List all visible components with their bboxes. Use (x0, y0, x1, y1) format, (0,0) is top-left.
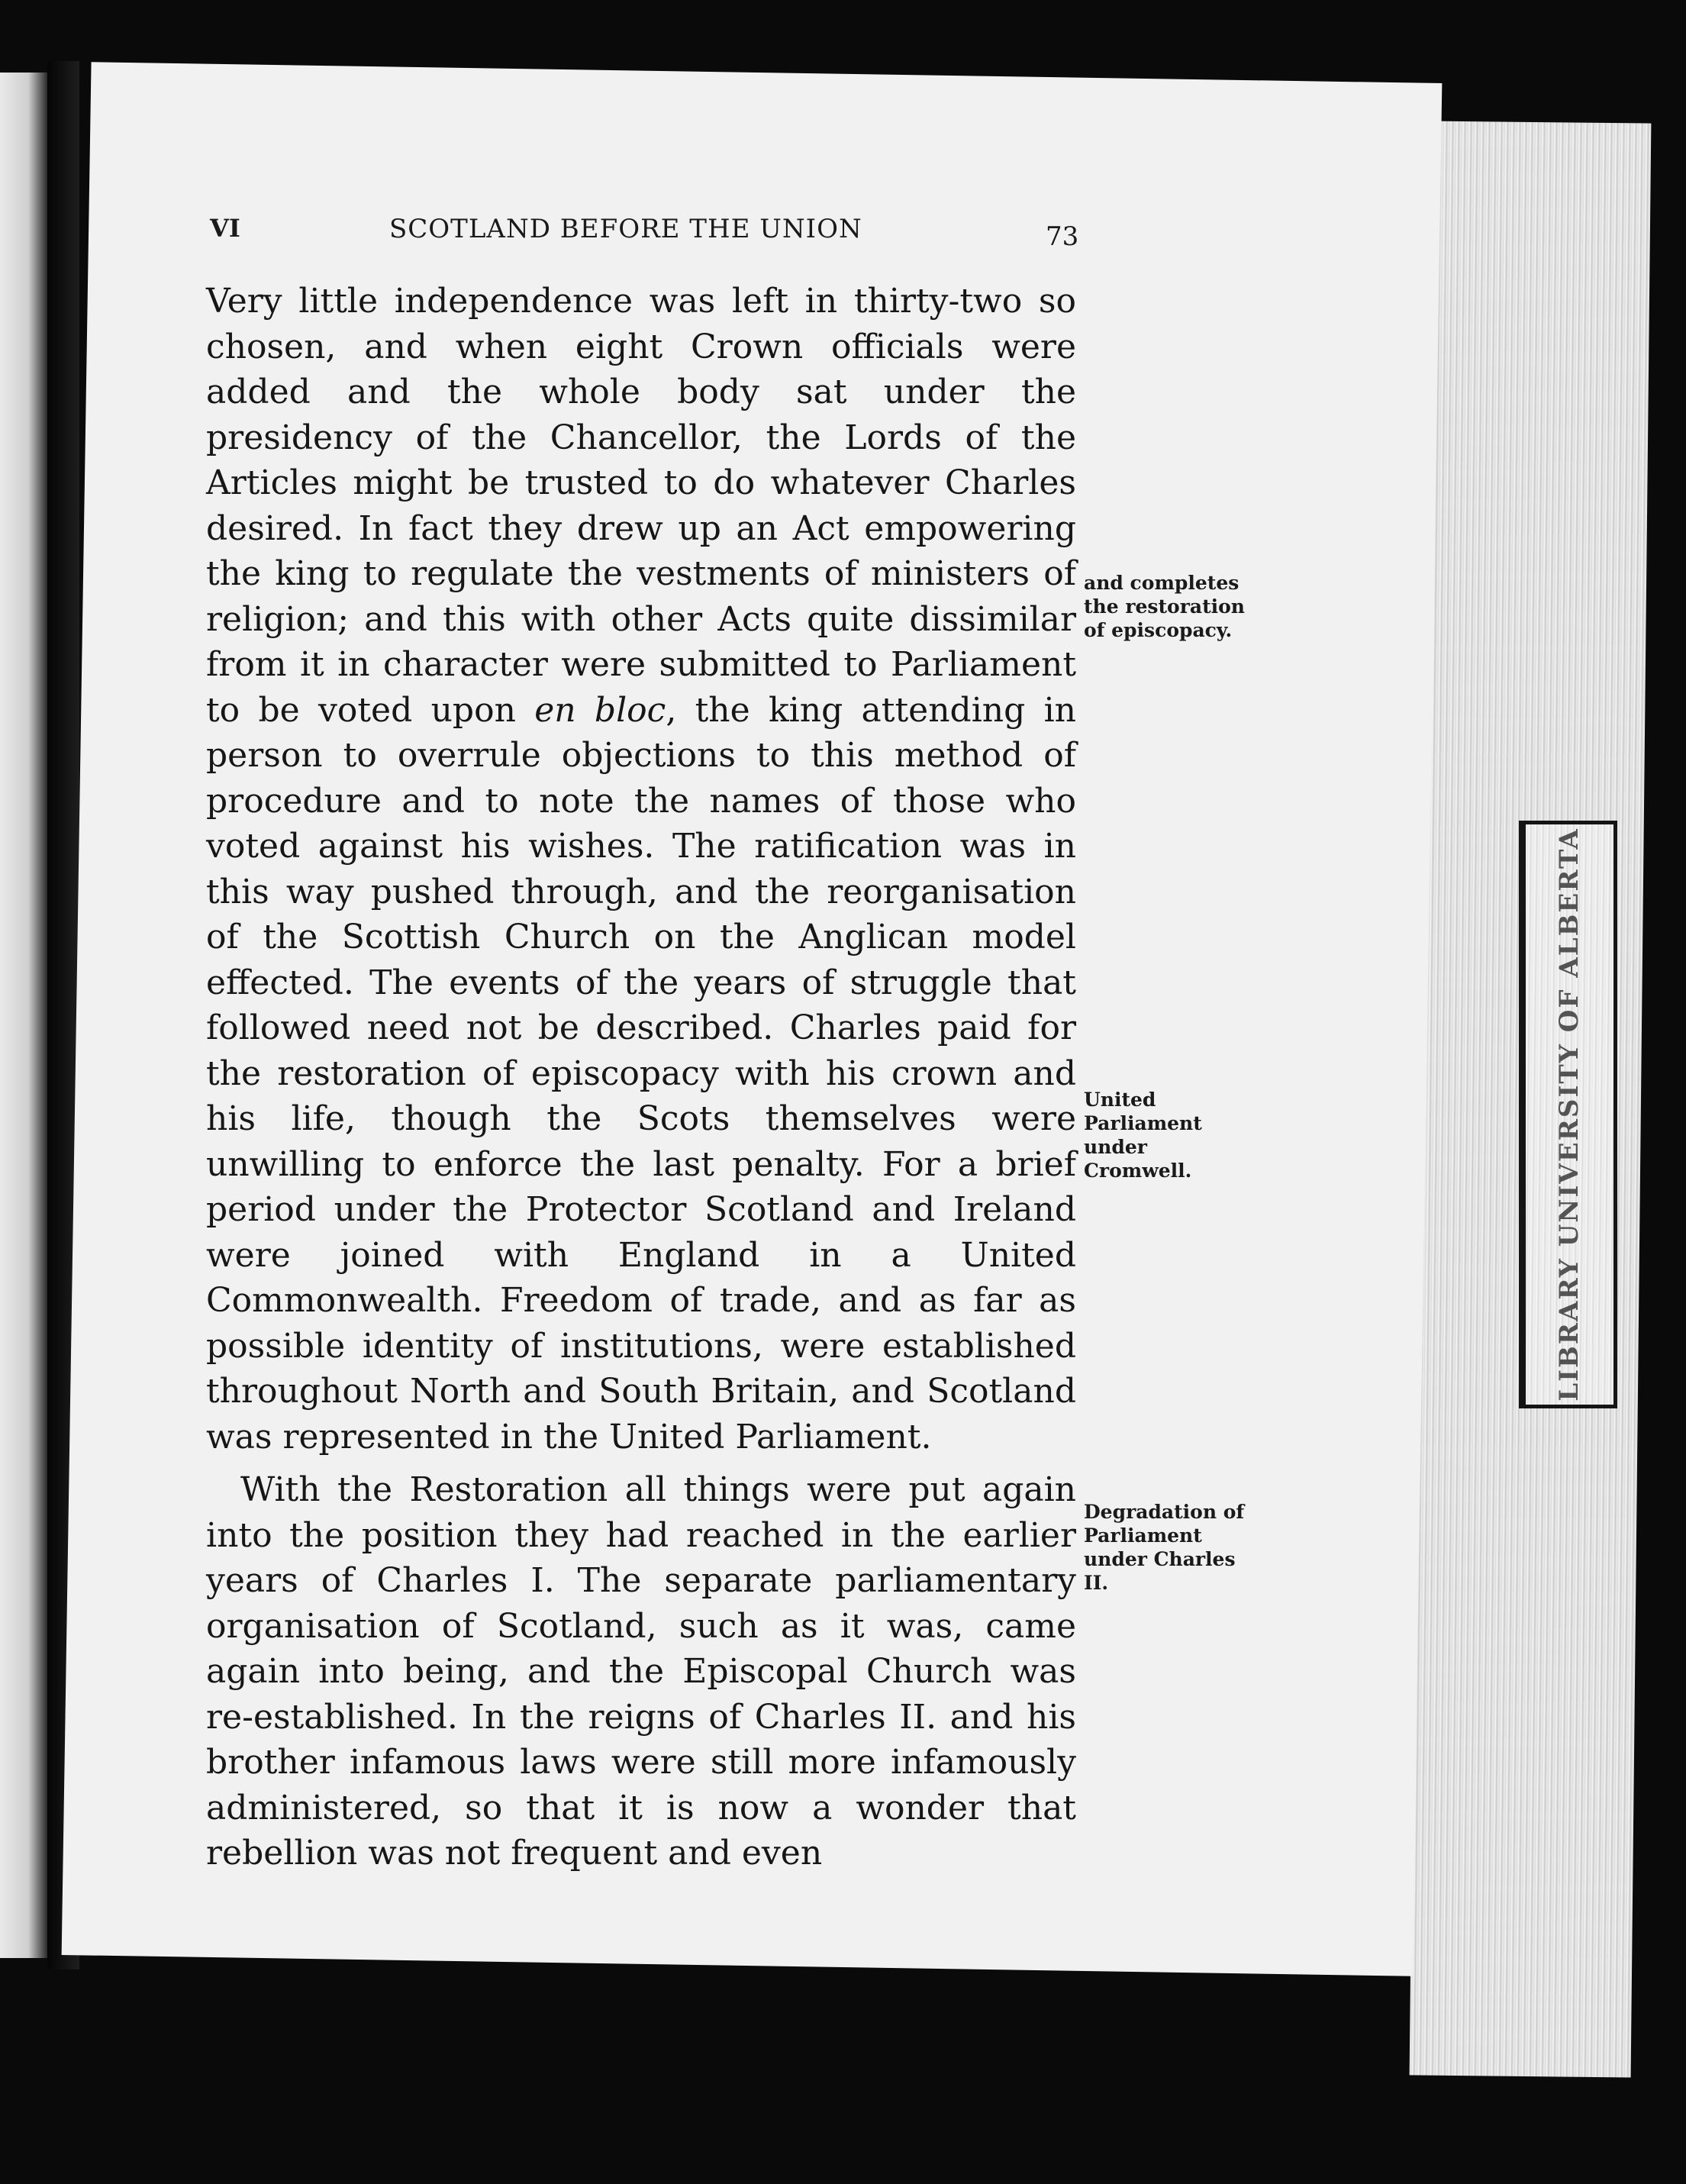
margin-note-episcopacy: and completes the restoration of episcopacy. (1084, 572, 1245, 641)
page-number: 73 (1046, 221, 1079, 252)
library-stamp-text: LIBRARY UNIVERSITY OF ALBERTA (1553, 827, 1584, 1402)
paragraph-2: With the Restoration all things were put again into the position they had reached in the earlier years of Charles I. The separate parliamentary organisation of Scotland, such as it was, came again into being, and the Episcopal Church was re-established. In the reigns of Charles II. and his brother infamous laws were still more infamously administered, so that it is now a wonder that rebellion was not frequent and even (206, 1470, 1076, 1873)
paragraph-1-part-a: Very little independence was left in thirty-two so chosen, and when eight Crown officials were added and the whole body sat under the presidency of the Chancellor, the Lords of the Articles might be trusted to do whatever Charles desired. In fact they drew up an Act empowering the king to regulate the vestments of ministers of religion; and this with other Acts quite dissimilar from it in character were submitted to Parliament to be voted upon (206, 282, 1076, 730)
margin-note-cromwell: United Parliament under Cromwell. (1084, 1089, 1202, 1182)
running-title: SCOTLAND BEFORE THE UNION (389, 214, 862, 244)
paragraph-1-italic: en bloc (534, 690, 666, 730)
paragraph-1-part-b: , the king attending in person to overrule objections to this method of procedure and to note the names of those who voted against his wishes. The ratification was in this way pushed through, and the reorganisation of the Scottish Church on the Anglican model effected. The events of the years of struggle that followed need not be described. Charles paid for the restoration of episcopacy with his crown and his life, though the Scots themselves were unwilling to enforce the last penalty. For a brief period under the Protector Scotland and Ireland were joined with England in a United Commonwealth. Freedom of trade, and as far as possible identity of institutions, were established throughout North and South Britain, and Scotland was represented in the United Parliament. (206, 690, 1077, 1457)
body-text (206, 279, 1076, 1876)
facing-page-edge (0, 73, 47, 1958)
margin-note-degradation: Degradation of Parliament under Charles II. (1084, 1501, 1245, 1594)
paragraph-1 (206, 279, 1076, 1460)
library-stamp (1519, 821, 1617, 1408)
running-head (130, 214, 1084, 260)
chapter-numeral: VI (210, 214, 240, 243)
